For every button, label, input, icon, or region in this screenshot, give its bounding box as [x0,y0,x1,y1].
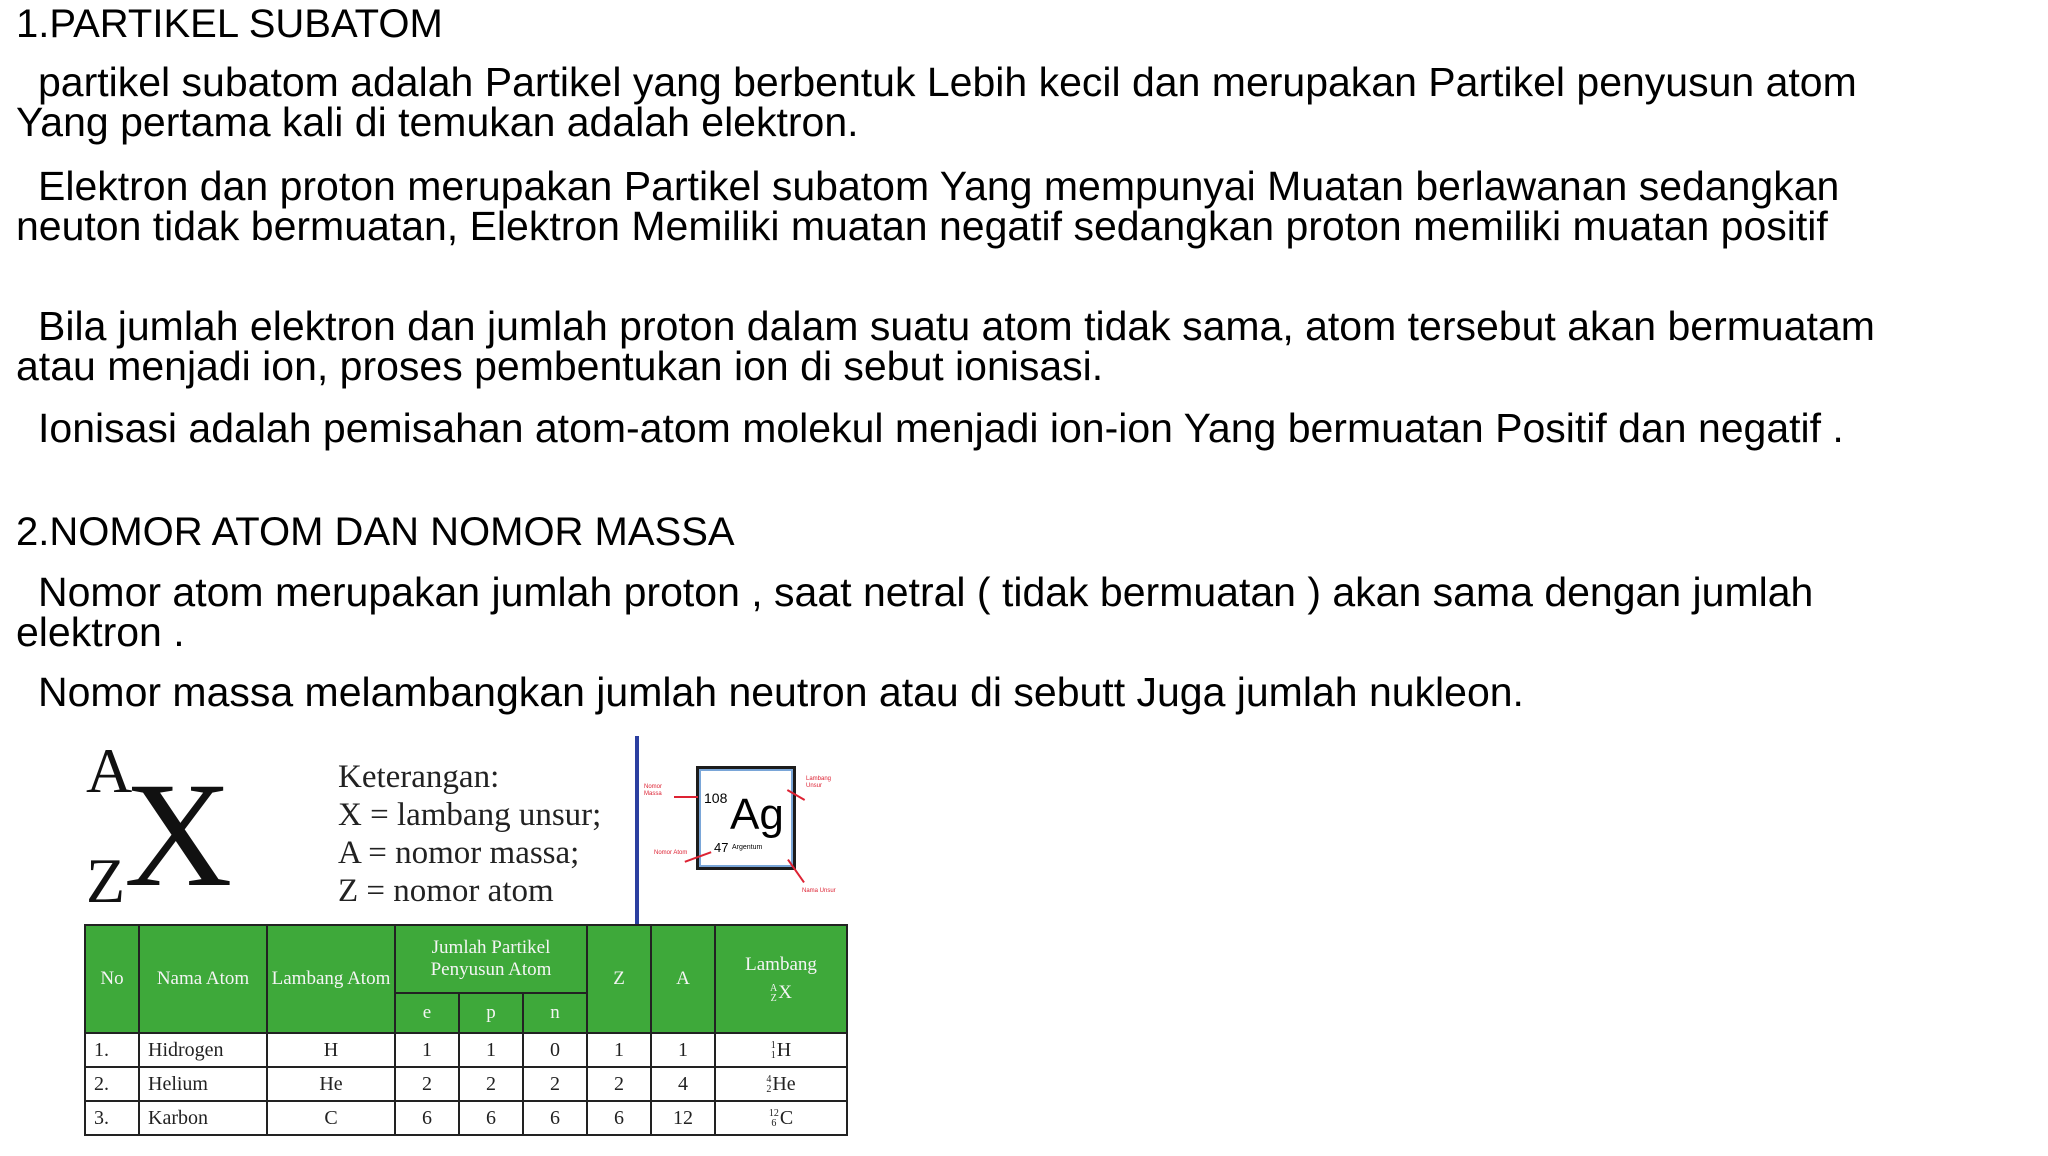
header-lambang-label: Lambang [745,954,817,975]
pointer-line [674,796,698,798]
symbol-number: 6 [771,1117,777,1129]
paragraph-text: partikel subatom adalah Partikel yang berbentuk Lebih kecil dan merupakan Partikel penyusun atom Yang pertama kali di temukan adalah elektron. [16,59,1857,145]
element-name: Argentum [732,844,763,851]
nuclide-number-letter: Z [86,845,126,916]
paragraph-text: Nomor massa melambangkan jumlah neutron atau di sebutt Juga jumlah nukleon. [38,669,1524,715]
symbol-letter: He [772,1072,796,1095]
cell-e: 1 [395,1033,459,1067]
nuclide-mass-letter: A [86,735,133,806]
element-symbol: Ag [730,790,784,839]
cell-z: 1 [587,1033,651,1067]
legend-title: Keterangan: [338,759,500,795]
cell-lambang: C [267,1101,395,1135]
header-nuclide-a: A [770,982,778,994]
header-nuclide-x: X [778,982,793,1003]
cell-a: 1 [651,1033,715,1067]
cell-nama: Helium [139,1067,267,1101]
cell-e: 6 [395,1101,459,1135]
cell-z: 2 [587,1067,651,1101]
header-z: Z [587,925,651,1033]
legend-line-a: A = nomor massa; [338,835,580,871]
cell-symbol [715,1067,847,1101]
header-lambang-symbol [716,982,846,1004]
cell-p: 1 [459,1033,523,1067]
label-nama-unsur: Nama Unsur [802,888,836,894]
cell-e: 2 [395,1067,459,1101]
cell-lambang: He [267,1067,395,1101]
element-mass: 108 [704,790,728,806]
cell-nama: Hidrogen [139,1033,267,1067]
header-nuclide-z: Z [770,992,777,1004]
section1-paragraph-1 [16,59,1876,145]
section2-heading: 2.NOMOR ATOM DAN NOMOR MASSA [16,510,735,554]
cell-nama: Karbon [139,1101,267,1135]
header-lambang-atom: Lambang Atom [267,925,395,1033]
symbol-mass: 4 [766,1073,772,1085]
symbol-indices [771,1041,776,1061]
cell-lambang: H [267,1033,395,1067]
cell-symbol [715,1033,847,1067]
cell-a: 12 [651,1101,715,1135]
paragraph-text: Nomor atom merupakan jumlah proton , saat netral ( tidak bermuatan ) akan sama dengan jumlah elektron . [16,569,1814,655]
cell-no: 1. [85,1033,139,1067]
table-row [85,1101,847,1135]
symbol-letter: C [779,1106,794,1129]
label-nomor-atom: Nomor Atom [654,850,688,856]
cell-p: 6 [459,1101,523,1135]
header-jumlah-partikel: Jumlah Partikel Penyusun Atom [395,925,587,993]
nuclide-figure [84,736,846,1156]
nuclide-notation [84,736,284,924]
symbol-number: 1 [770,1049,776,1061]
header-p: p [459,993,523,1033]
cell-no: 3. [85,1101,139,1135]
cell-no: 2. [85,1067,139,1101]
section2-paragraph-1 [16,569,1876,655]
section1-paragraph-3 [16,303,1876,389]
cell-p: 2 [459,1067,523,1101]
atom-table [84,924,848,1136]
element-number: 47 [714,840,729,855]
figure-header [84,736,846,924]
legend-line-x: X = lambang unsur; [338,797,602,833]
label-nomor-massa: Nomor Massa [644,784,663,797]
header-no: No [85,925,139,1033]
cell-n: 6 [523,1101,587,1135]
section1-paragraph-2 [16,163,1876,249]
section1-heading: 1.PARTIKEL SUBATOM [16,2,443,46]
label-lambang-unsur: Lambang Unsur [806,776,832,789]
header-e: e [395,993,459,1033]
symbol-mass: 1 [770,1039,776,1051]
paragraph-text: Bila jumlah elektron dan jumlah proton dalam suatu atom tidak sama, atom tersebut akan bermuatam atau menjadi ion, proses pembentukan ion di sebut ionisasi. [16,303,1875,389]
legend [338,758,601,910]
header-lambang [715,925,847,1033]
nuclide-symbol-letter: X [124,752,233,918]
paragraph-text: Ionisasi adalah pemisahan atom-atom molekul menjadi ion-ion Yang bermuatan Positif dan negatif . [38,405,1844,451]
table-row [85,1067,847,1101]
header-a: A [651,925,715,1033]
pointer-line [787,859,805,883]
header-nuclide-indices [770,984,777,1004]
cell-z: 6 [587,1101,651,1135]
paragraph-text: Elektron dan proton merupakan Partikel subatom Yang mempunyai Muatan berlawanan sedangkan neuton tidak bermuatan, Elektron Memiliki muatan negatif sedangkan proton memiliki muatan positif [16,163,1840,249]
legend-line-z: Z = nomor atom [338,873,554,909]
cell-symbol [715,1101,847,1135]
section1-paragraph-4 [16,405,1844,451]
cell-a: 4 [651,1067,715,1101]
cell-n: 0 [523,1033,587,1067]
symbol-mass: 12 [768,1107,779,1119]
cell-n: 2 [523,1067,587,1101]
divider [635,736,639,924]
symbol-number: 2 [766,1083,772,1095]
symbol-letter: H [776,1038,792,1061]
section2-paragraph-2 [16,669,1524,715]
header-n: n [523,993,587,1033]
header-nama-atom: Nama Atom [139,925,267,1033]
symbol-indices [769,1109,779,1129]
table-row [85,1033,847,1067]
symbol-indices [766,1075,771,1095]
